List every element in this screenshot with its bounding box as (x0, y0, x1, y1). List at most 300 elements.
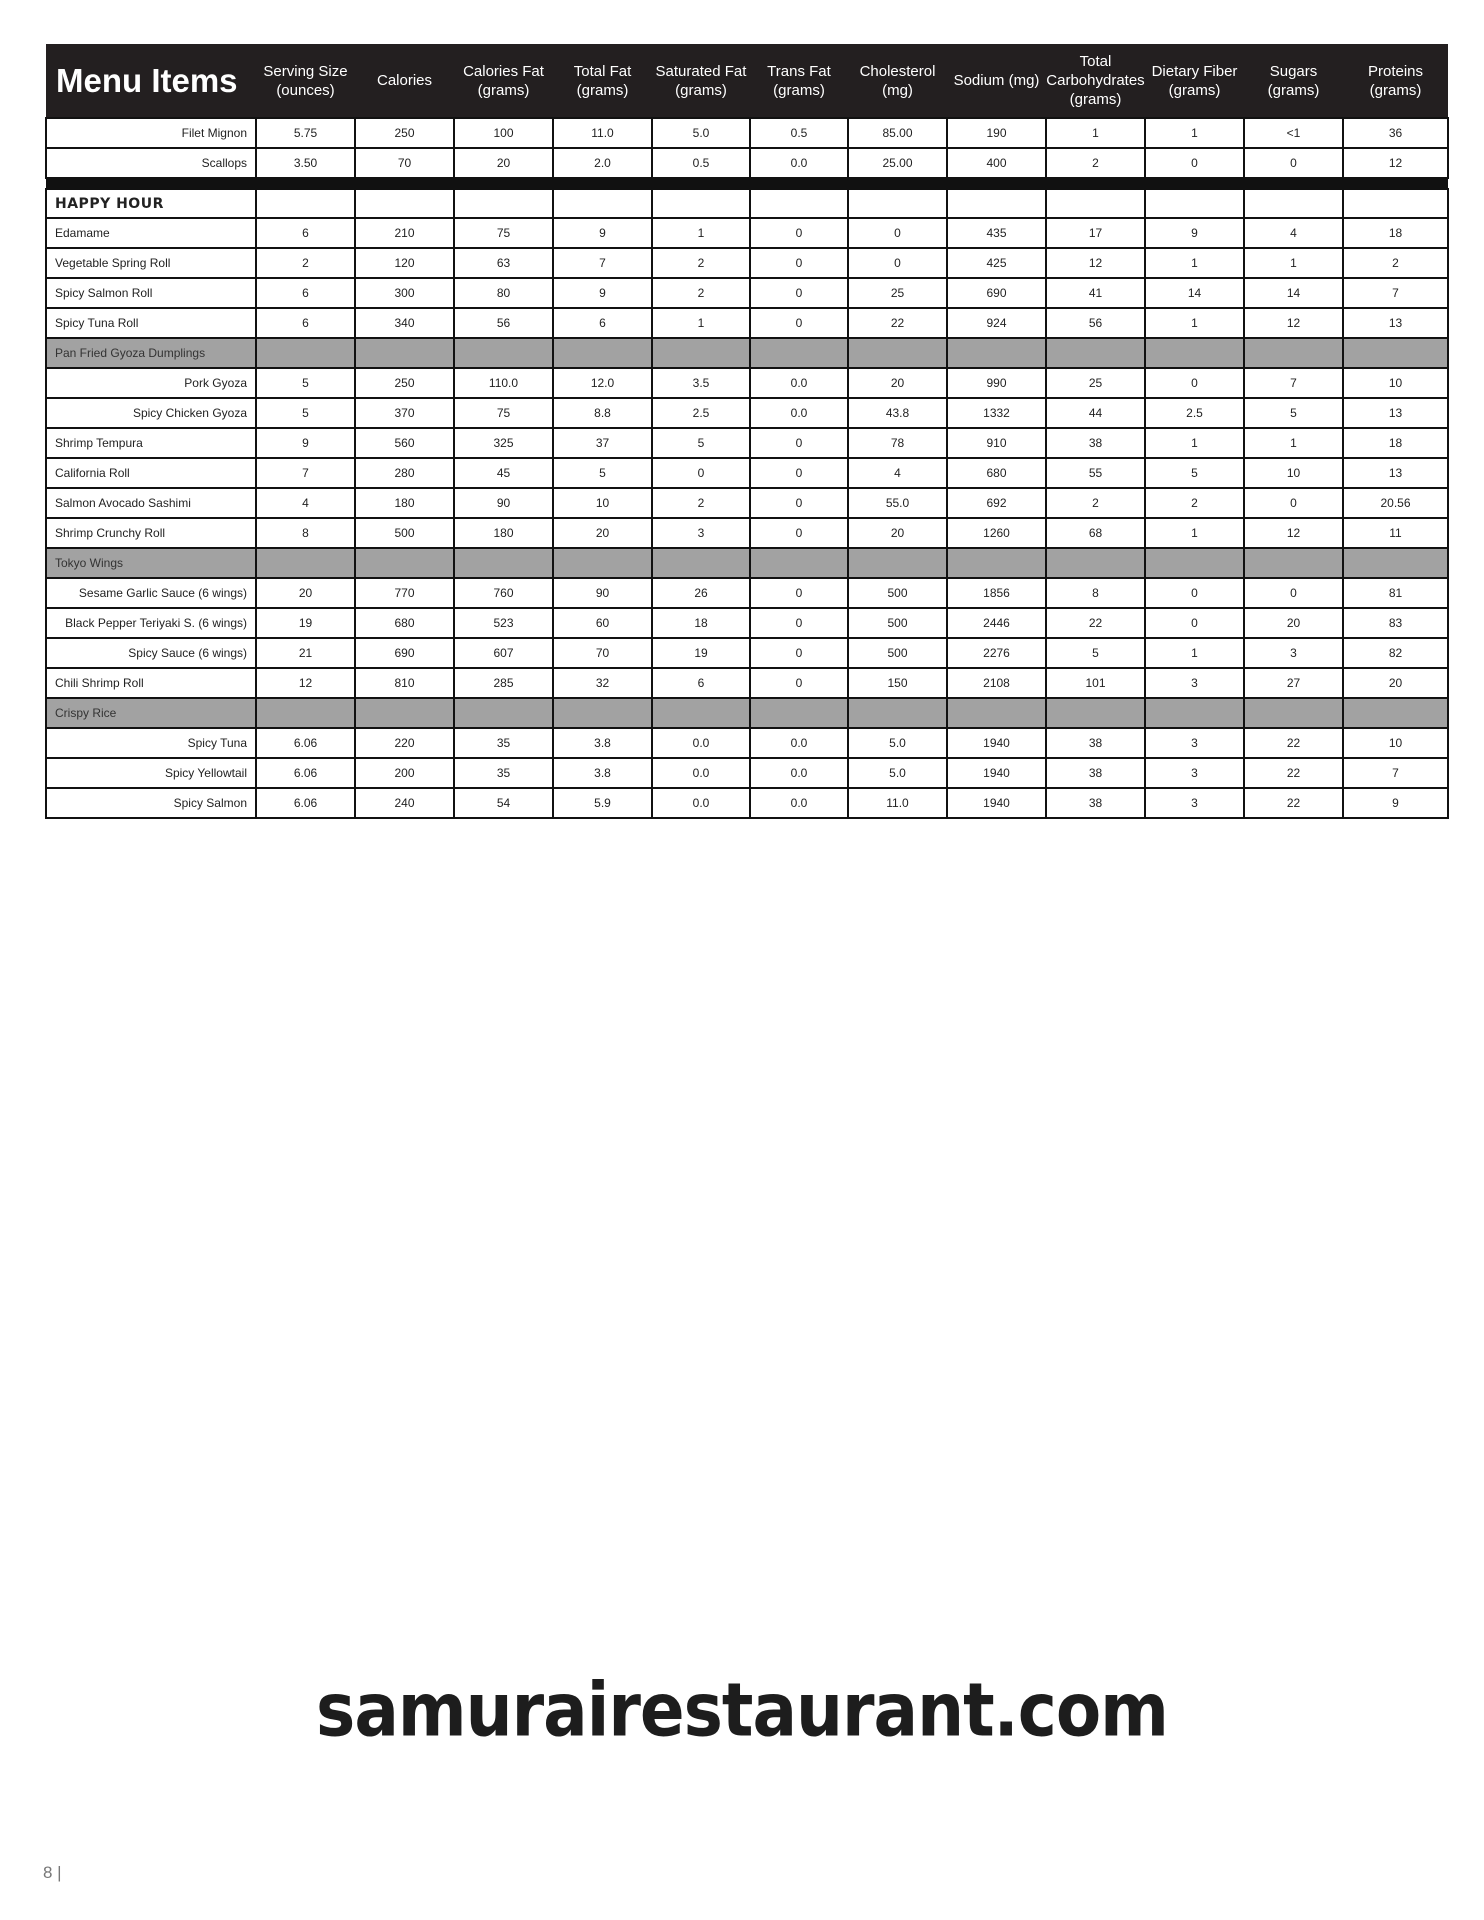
cell-total-carbs: 5 (1046, 638, 1145, 668)
cell-dietary-fiber: 2.5 (1145, 398, 1244, 428)
group-title: Tokyo Wings (46, 548, 256, 578)
cell-calories: 370 (355, 398, 454, 428)
cell-proteins: 13 (1343, 308, 1448, 338)
column-header-dietary-fiber (1145, 44, 1244, 118)
cell-proteins: 20.56 (1343, 488, 1448, 518)
cell-sugars: 20 (1244, 608, 1343, 638)
cell-sodium: 435 (947, 218, 1046, 248)
cell-dietary-fiber: 1 (1145, 428, 1244, 458)
cell-trans-fat: 0 (750, 608, 848, 638)
cell-calories: 560 (355, 428, 454, 458)
cell-cholesterol: 11.0 (848, 788, 947, 818)
table-row (46, 118, 1448, 148)
cell-total-fat: 8.8 (553, 398, 652, 428)
cell-proteins: 18 (1343, 218, 1448, 248)
table-row (46, 308, 1448, 338)
cell-saturated-fat: 26 (652, 578, 750, 608)
cell-saturated-fat: 0.0 (652, 728, 750, 758)
cell-total-carbs: 101 (1046, 668, 1145, 698)
cell-calories: 250 (355, 118, 454, 148)
cell-proteins: 9 (1343, 788, 1448, 818)
cell-dietary-fiber: 5 (1145, 458, 1244, 488)
cell-total-carbs: 8 (1046, 578, 1145, 608)
cell-calories-fat: 54 (454, 788, 553, 818)
cell-calories: 120 (355, 248, 454, 278)
cell-calories-fat: 63 (454, 248, 553, 278)
cell-total-carbs: 38 (1046, 428, 1145, 458)
cell-saturated-fat: 0.0 (652, 788, 750, 818)
menu-item-name: Spicy Sauce (6 wings) (46, 638, 256, 668)
cell-dietary-fiber: 2 (1145, 488, 1244, 518)
cell-sugars: 7 (1244, 368, 1343, 398)
cell-calories: 240 (355, 788, 454, 818)
cell-saturated-fat: 18 (652, 608, 750, 638)
cell-calories-fat: 325 (454, 428, 553, 458)
menu-item-name: Sesame Garlic Sauce (6 wings) (46, 578, 256, 608)
cell-sugars: 1 (1244, 248, 1343, 278)
column-header-proteins (1343, 44, 1448, 118)
cell-dietary-fiber: 1 (1145, 248, 1244, 278)
cell-serving-size: 6.06 (256, 728, 355, 758)
cell-calories: 690 (355, 638, 454, 668)
cell-trans-fat: 0.0 (750, 368, 848, 398)
cell-cholesterol: 0 (848, 218, 947, 248)
empty-cell (355, 698, 454, 728)
cell-proteins: 20 (1343, 668, 1448, 698)
cell-calories: 680 (355, 608, 454, 638)
column-header-line: Trans Fat (767, 62, 831, 80)
cell-sugars: 22 (1244, 758, 1343, 788)
cell-calories-fat: 180 (454, 518, 553, 548)
cell-total-fat: 5.9 (553, 788, 652, 818)
table-row (46, 518, 1448, 548)
empty-cell (256, 698, 355, 728)
cell-trans-fat: 0 (750, 578, 848, 608)
cell-cholesterol: 150 (848, 668, 947, 698)
column-header-line: Carbohydrates (1046, 72, 1145, 89)
menu-item-name: Spicy Yellowtail (46, 758, 256, 788)
cell-total-fat: 70 (553, 638, 652, 668)
cell-sodium: 2446 (947, 608, 1046, 638)
cell-sugars: 4 (1244, 218, 1343, 248)
cell-sugars: 1 (1244, 428, 1343, 458)
cell-trans-fat: 0.5 (750, 118, 848, 148)
table-header-row (46, 44, 1448, 118)
group-header-row (46, 698, 1448, 728)
empty-cell (1046, 338, 1145, 368)
menu-item-name: California Roll (46, 458, 256, 488)
table-row (46, 578, 1448, 608)
table-row (46, 758, 1448, 788)
cell-sugars: 27 (1244, 668, 1343, 698)
empty-cell (750, 189, 848, 218)
cell-total-carbs: 2 (1046, 488, 1145, 518)
empty-cell (355, 189, 454, 218)
cell-trans-fat: 0 (750, 428, 848, 458)
cell-dietary-fiber: 1 (1145, 308, 1244, 338)
cell-calories-fat: 760 (454, 578, 553, 608)
empty-cell (652, 189, 750, 218)
cell-total-carbs: 12 (1046, 248, 1145, 278)
column-header-sodium (947, 44, 1046, 118)
cell-serving-size: 6 (256, 308, 355, 338)
cell-sodium: 1940 (947, 728, 1046, 758)
cell-dietary-fiber: 3 (1145, 728, 1244, 758)
empty-cell (553, 698, 652, 728)
menu-item-name: Spicy Tuna (46, 728, 256, 758)
cell-saturated-fat: 5 (652, 428, 750, 458)
empty-cell (947, 338, 1046, 368)
empty-cell (1145, 698, 1244, 728)
divider-cell (46, 178, 1448, 189)
column-header-line: Saturated Fat (655, 62, 747, 80)
cell-saturated-fat: 0 (652, 458, 750, 488)
cell-saturated-fat: 0.0 (652, 758, 750, 788)
cell-proteins: 10 (1343, 368, 1448, 398)
cell-total-carbs: 38 (1046, 758, 1145, 788)
cell-proteins: 2 (1343, 248, 1448, 278)
empty-cell (750, 698, 848, 728)
menu-item-name: Black Pepper Teriyaki S. (6 wings) (46, 608, 256, 638)
column-header-saturated-fat (652, 44, 750, 118)
cell-sodium: 680 (947, 458, 1046, 488)
cell-trans-fat: 0 (750, 518, 848, 548)
cell-total-carbs: 38 (1046, 788, 1145, 818)
cell-calories: 220 (355, 728, 454, 758)
cell-sugars: 0 (1244, 578, 1343, 608)
cell-calories-fat: 20 (454, 148, 553, 178)
cell-dietary-fiber: 3 (1145, 788, 1244, 818)
cell-calories-fat: 75 (454, 398, 553, 428)
cell-trans-fat: 0 (750, 248, 848, 278)
cell-calories: 180 (355, 488, 454, 518)
cell-cholesterol: 25.00 (848, 148, 947, 178)
table-row (46, 488, 1448, 518)
cell-cholesterol: 500 (848, 608, 947, 638)
cell-calories-fat: 75 (454, 218, 553, 248)
empty-cell (1343, 189, 1448, 218)
cell-saturated-fat: 3.5 (652, 368, 750, 398)
cell-saturated-fat: 1 (652, 308, 750, 338)
cell-dietary-fiber: 0 (1145, 578, 1244, 608)
cell-serving-size: 6.06 (256, 758, 355, 788)
cell-cholesterol: 22 (848, 308, 947, 338)
cell-total-fat: 60 (553, 608, 652, 638)
cell-total-carbs: 38 (1046, 728, 1145, 758)
cell-calories: 250 (355, 368, 454, 398)
cell-serving-size: 9 (256, 428, 355, 458)
menu-item-name: Spicy Salmon (46, 788, 256, 818)
cell-proteins: 7 (1343, 278, 1448, 308)
cell-dietary-fiber: 1 (1145, 638, 1244, 668)
cell-cholesterol: 55.0 (848, 488, 947, 518)
cell-sodium: 425 (947, 248, 1046, 278)
cell-total-carbs: 22 (1046, 608, 1145, 638)
column-header-line: Sugars (1269, 62, 1318, 80)
empty-cell (454, 548, 553, 578)
empty-cell (750, 548, 848, 578)
empty-cell (848, 338, 947, 368)
empty-cell (553, 189, 652, 218)
group-title: Crispy Rice (46, 698, 256, 728)
cell-sugars: 22 (1244, 728, 1343, 758)
empty-cell (947, 548, 1046, 578)
empty-cell (1343, 548, 1448, 578)
cell-proteins: 82 (1343, 638, 1448, 668)
cell-total-carbs: 56 (1046, 308, 1145, 338)
empty-cell (1343, 698, 1448, 728)
cell-trans-fat: 0 (750, 488, 848, 518)
cell-saturated-fat: 3 (652, 518, 750, 548)
empty-cell (1046, 548, 1145, 578)
menu-item-name: Scallops (46, 148, 256, 178)
cell-trans-fat: 0 (750, 218, 848, 248)
cell-trans-fat: 0 (750, 458, 848, 488)
cell-trans-fat: 0.0 (750, 788, 848, 818)
cell-serving-size: 8 (256, 518, 355, 548)
empty-cell (355, 548, 454, 578)
cell-serving-size: 6.06 (256, 788, 355, 818)
menu-item-name: Edamame (46, 218, 256, 248)
cell-sodium: 690 (947, 278, 1046, 308)
empty-cell (454, 698, 553, 728)
cell-calories-fat: 523 (454, 608, 553, 638)
cell-cholesterol: 500 (848, 638, 947, 668)
section-title: HAPPY HOUR (46, 189, 256, 218)
cell-saturated-fat: 2 (652, 278, 750, 308)
cell-sodium: 692 (947, 488, 1046, 518)
cell-sodium: 1940 (947, 758, 1046, 788)
cell-cholesterol: 20 (848, 518, 947, 548)
cell-calories-fat: 110.0 (454, 368, 553, 398)
empty-cell (1244, 338, 1343, 368)
cell-total-fat: 11.0 (553, 118, 652, 148)
empty-cell (750, 338, 848, 368)
cell-serving-size: 21 (256, 638, 355, 668)
table-title: Menu Items (46, 44, 256, 118)
cell-sodium: 990 (947, 368, 1046, 398)
table-row (46, 638, 1448, 668)
cell-calories-fat: 56 (454, 308, 553, 338)
column-header-line: Calories Fat (463, 62, 544, 80)
cell-total-fat: 3.8 (553, 758, 652, 788)
cell-serving-size: 6 (256, 218, 355, 248)
table-row (46, 608, 1448, 638)
cell-cholesterol: 500 (848, 578, 947, 608)
empty-cell (1244, 698, 1343, 728)
empty-cell (1145, 548, 1244, 578)
cell-total-fat: 12.0 (553, 368, 652, 398)
cell-saturated-fat: 5.0 (652, 118, 750, 148)
cell-calories-fat: 35 (454, 758, 553, 788)
empty-cell (652, 548, 750, 578)
cell-calories: 500 (355, 518, 454, 548)
cell-saturated-fat: 2 (652, 488, 750, 518)
cell-total-carbs: 44 (1046, 398, 1145, 428)
cell-sugars: 12 (1244, 308, 1343, 338)
cell-sodium: 2108 (947, 668, 1046, 698)
cell-calories: 200 (355, 758, 454, 788)
cell-calories-fat: 100 (454, 118, 553, 148)
cell-proteins: 7 (1343, 758, 1448, 788)
table-row (46, 458, 1448, 488)
cell-calories: 300 (355, 278, 454, 308)
cell-total-fat: 10 (553, 488, 652, 518)
empty-cell (553, 338, 652, 368)
cell-sodium: 2276 (947, 638, 1046, 668)
cell-total-fat: 6 (553, 308, 652, 338)
column-header-line: Calories (376, 72, 433, 89)
cell-trans-fat: 0 (750, 278, 848, 308)
cell-cholesterol: 25 (848, 278, 947, 308)
cell-calories: 70 (355, 148, 454, 178)
menu-item-name: Vegetable Spring Roll (46, 248, 256, 278)
cell-serving-size: 4 (256, 488, 355, 518)
cell-sugars: 0 (1244, 488, 1343, 518)
table-row (46, 668, 1448, 698)
cell-cholesterol: 0 (848, 248, 947, 278)
empty-cell (553, 548, 652, 578)
column-header-line: (grams) (675, 81, 727, 99)
cell-proteins: 13 (1343, 458, 1448, 488)
group-title: Pan Fried Gyoza Dumplings (46, 338, 256, 368)
empty-cell (1343, 338, 1448, 368)
cell-calories-fat: 45 (454, 458, 553, 488)
cell-total-carbs: 68 (1046, 518, 1145, 548)
empty-cell (652, 338, 750, 368)
column-header-line: (grams) (477, 81, 530, 99)
empty-cell (848, 698, 947, 728)
column-header-total-fat (553, 44, 652, 118)
cell-serving-size: 12 (256, 668, 355, 698)
cell-total-carbs: 17 (1046, 218, 1145, 248)
table-row (46, 368, 1448, 398)
column-header-line: (grams) (576, 81, 629, 99)
empty-cell (256, 189, 355, 218)
cell-cholesterol: 4 (848, 458, 947, 488)
cell-sodium: 910 (947, 428, 1046, 458)
cell-calories: 280 (355, 458, 454, 488)
menu-item-name: Chili Shrimp Roll (46, 668, 256, 698)
cell-dietary-fiber: 3 (1145, 668, 1244, 698)
table-row (46, 248, 1448, 278)
cell-trans-fat: 0.0 (750, 728, 848, 758)
table-row (46, 148, 1448, 178)
table-row (46, 398, 1448, 428)
cell-trans-fat: 0 (750, 638, 848, 668)
empty-cell (454, 189, 553, 218)
column-header-cholesterol (848, 44, 947, 118)
cell-saturated-fat: 0.5 (652, 148, 750, 178)
cell-total-fat: 7 (553, 248, 652, 278)
cell-total-carbs: 2 (1046, 148, 1145, 178)
table-row (46, 728, 1448, 758)
cell-serving-size: 5 (256, 368, 355, 398)
cell-saturated-fat: 19 (652, 638, 750, 668)
menu-item-name: Spicy Tuna Roll (46, 308, 256, 338)
empty-cell (1145, 338, 1244, 368)
table-row (46, 218, 1448, 248)
column-header-sugars (1244, 44, 1343, 118)
cell-saturated-fat: 1 (652, 218, 750, 248)
cell-saturated-fat: 2.5 (652, 398, 750, 428)
column-header-line: (grams) (1267, 81, 1320, 99)
cell-calories-fat: 90 (454, 488, 553, 518)
cell-sugars: 12 (1244, 518, 1343, 548)
cell-sodium: 924 (947, 308, 1046, 338)
cell-calories: 810 (355, 668, 454, 698)
empty-cell (947, 189, 1046, 218)
cell-trans-fat: 0.0 (750, 398, 848, 428)
cell-trans-fat: 0.0 (750, 758, 848, 788)
menu-item-name: Filet Mignon (46, 118, 256, 148)
cell-trans-fat: 0.0 (750, 148, 848, 178)
cell-calories-fat: 285 (454, 668, 553, 698)
cell-sugars: 0 (1244, 148, 1343, 178)
column-header-calories-fat (454, 44, 553, 118)
table-row (46, 788, 1448, 818)
menu-item-name: Spicy Chicken Gyoza (46, 398, 256, 428)
empty-cell (454, 338, 553, 368)
cell-serving-size: 3.50 (256, 148, 355, 178)
cell-sugars: 10 (1244, 458, 1343, 488)
cell-total-carbs: 25 (1046, 368, 1145, 398)
cell-calories-fat: 80 (454, 278, 553, 308)
table-row (46, 278, 1448, 308)
cell-sugars: <1 (1244, 118, 1343, 148)
column-header-serving-size (256, 44, 355, 118)
nutrition-table (45, 44, 1449, 819)
cell-serving-size: 19 (256, 608, 355, 638)
cell-sodium: 1856 (947, 578, 1046, 608)
cell-total-carbs: 1 (1046, 118, 1145, 148)
cell-proteins: 18 (1343, 428, 1448, 458)
cell-proteins: 36 (1343, 118, 1448, 148)
cell-dietary-fiber: 9 (1145, 218, 1244, 248)
cell-trans-fat: 0 (750, 668, 848, 698)
cell-trans-fat: 0 (750, 308, 848, 338)
column-header-line: Total Fat (573, 62, 632, 80)
cell-proteins: 12 (1343, 148, 1448, 178)
column-header-line: Proteins (1367, 62, 1424, 80)
cell-dietary-fiber: 0 (1145, 608, 1244, 638)
cell-total-fat: 9 (553, 218, 652, 248)
section-divider-band (46, 178, 1448, 189)
group-header-row (46, 548, 1448, 578)
menu-item-name: Pork Gyoza (46, 368, 256, 398)
cell-sodium: 1332 (947, 398, 1046, 428)
cell-cholesterol: 20 (848, 368, 947, 398)
cell-dietary-fiber: 0 (1145, 368, 1244, 398)
page-number: 8 | (43, 1863, 62, 1882)
cell-total-fat: 5 (553, 458, 652, 488)
cell-sugars: 3 (1244, 638, 1343, 668)
menu-item-name: Spicy Salmon Roll (46, 278, 256, 308)
menu-item-name: Shrimp Crunchy Roll (46, 518, 256, 548)
empty-cell (848, 189, 947, 218)
empty-cell (1244, 189, 1343, 218)
column-header-line: (mg) (882, 81, 913, 99)
cell-calories: 770 (355, 578, 454, 608)
cell-dietary-fiber: 3 (1145, 758, 1244, 788)
cell-total-fat: 2.0 (553, 148, 652, 178)
empty-cell (848, 548, 947, 578)
group-header-row (46, 338, 1448, 368)
section-header-row (46, 189, 1448, 218)
cell-proteins: 13 (1343, 398, 1448, 428)
column-header-line: Total (1079, 53, 1112, 70)
empty-cell (1046, 698, 1145, 728)
